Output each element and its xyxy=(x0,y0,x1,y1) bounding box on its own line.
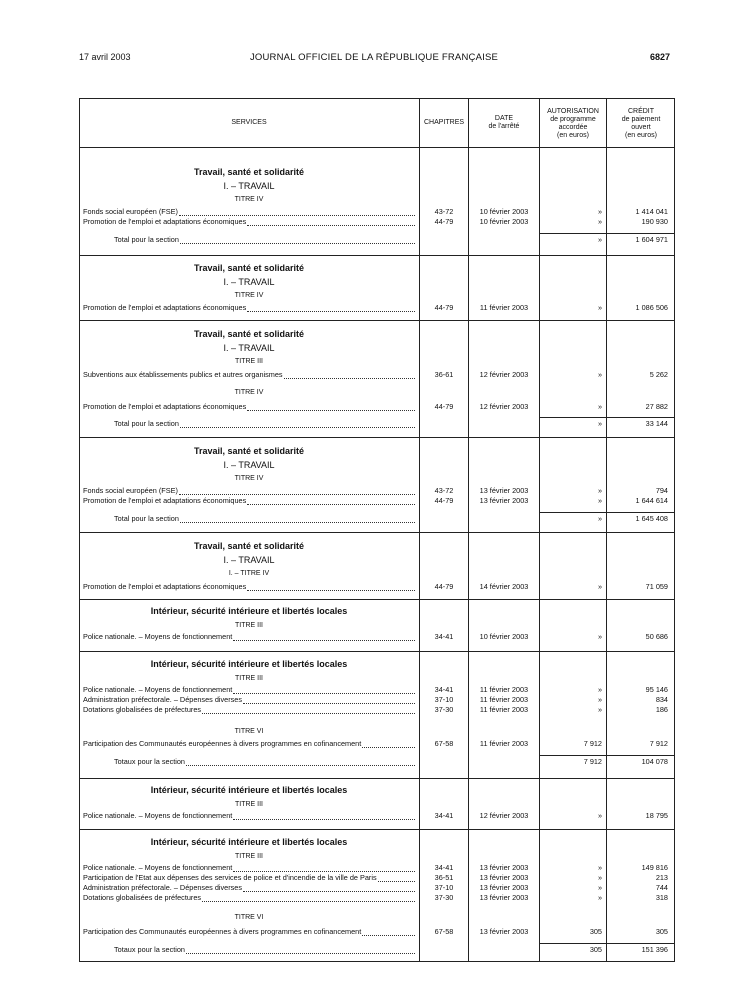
section-title: Intérieur, sécurité intérieure et libertés locales xyxy=(150,837,348,847)
dot-leader xyxy=(243,703,415,704)
dot-leader xyxy=(233,819,415,820)
dot-leader xyxy=(247,410,415,411)
row-label: Promotion de l'emploi et adaptations économiques xyxy=(83,402,247,411)
row-label: Subventions aux établissements publics et autres organismes xyxy=(83,370,283,379)
col-header-authorisation: accordée xyxy=(558,124,588,131)
row-label: Participation des Communautés européennes à divers programmes en cofinancement xyxy=(83,927,362,936)
titre-heading: TITRE IV xyxy=(234,196,264,203)
arrete-date: 13 février 2003 xyxy=(479,883,529,892)
section-title: Travail, santé et solidarité xyxy=(193,167,305,177)
arrete-date: 10 février 2003 xyxy=(479,207,529,216)
credit-value: 190 930 xyxy=(641,217,668,226)
dot-leader xyxy=(378,881,415,882)
row-label: Totaux pour la section xyxy=(114,757,185,766)
authorisation-value: » xyxy=(597,235,602,244)
section-title: Travail, santé et solidarité xyxy=(193,446,305,456)
dot-leader xyxy=(180,243,415,244)
row-label: Fonds social européen (FSE) xyxy=(83,207,178,216)
arrete-date: 10 février 2003 xyxy=(479,217,529,226)
arrete-date: 13 février 2003 xyxy=(479,486,529,495)
titre-heading: TITRE VI xyxy=(234,728,264,735)
total-rule xyxy=(607,417,675,418)
credit-value: 7 912 xyxy=(649,739,668,748)
section-title: Travail, santé et solidarité xyxy=(193,329,305,339)
total-rule xyxy=(607,233,675,234)
col-header-chapitres: CHAPITRES xyxy=(423,119,465,126)
authorisation-value: 7 912 xyxy=(583,739,602,748)
dot-leader xyxy=(362,935,415,936)
credit-value: 18 795 xyxy=(645,811,668,820)
dot-leader xyxy=(186,953,415,954)
section-subtitle: I. – TRAVAIL xyxy=(223,343,275,353)
section-title: Intérieur, sécurité intérieure et libertés locales xyxy=(150,659,348,669)
credit-value: 1 414 041 xyxy=(635,207,668,216)
titre-heading: TITRE IV xyxy=(234,292,264,299)
authorisation-value: » xyxy=(597,685,602,694)
section-title: Travail, santé et solidarité xyxy=(193,541,305,551)
total-rule xyxy=(607,512,675,513)
section-title: Intérieur, sécurité intérieure et libertés locales xyxy=(150,785,348,795)
titre-heading: TITRE IV xyxy=(234,475,264,482)
section-title: Intérieur, sécurité intérieure et libertés locales xyxy=(150,606,348,616)
col-header-services: SERVICES xyxy=(231,119,267,126)
credit-value: 1 645 408 xyxy=(635,514,668,523)
authorisation-value: » xyxy=(597,883,602,892)
credit-value: 213 xyxy=(655,873,668,882)
total-rule xyxy=(540,512,606,513)
dot-leader xyxy=(186,765,415,766)
credit-value: 1 604 971 xyxy=(635,235,668,244)
authorisation-value: » xyxy=(597,873,602,882)
chapter-code: 37-10 xyxy=(434,883,454,892)
titre-heading: TITRE III xyxy=(235,358,263,365)
section-divider xyxy=(79,651,675,652)
arrete-date: 13 février 2003 xyxy=(479,927,529,936)
total-rule xyxy=(540,417,606,418)
authorisation-value: » xyxy=(597,811,602,820)
authorisation-value: 305 xyxy=(589,945,602,954)
row-label: Police nationale. – Moyens de fonctionnement xyxy=(83,863,233,872)
col-header-credit: CRÉDIT xyxy=(627,108,655,115)
credit-value: 834 xyxy=(655,695,668,704)
section-subtitle: I. – TRAVAIL xyxy=(223,181,275,191)
col-header-authorisation: AUTORISATION xyxy=(547,108,599,115)
section-divider xyxy=(79,599,675,600)
credit-value: 95 146 xyxy=(645,685,668,694)
section-subtitle: I. – TRAVAIL xyxy=(223,277,275,287)
col-header-credit: (en euros) xyxy=(625,132,657,139)
section-subtitle: I. – TRAVAIL xyxy=(223,460,275,470)
titre-heading: I. – TITRE IV xyxy=(228,570,270,577)
credit-value: 33 144 xyxy=(645,419,668,428)
chapter-code: 36-51 xyxy=(434,873,454,882)
dot-leader xyxy=(233,871,415,872)
column-divider xyxy=(539,98,540,962)
credit-value: 50 686 xyxy=(645,632,668,641)
arrete-date: 13 février 2003 xyxy=(479,893,529,902)
row-label: Police nationale. – Moyens de fonctionnement xyxy=(83,632,233,641)
credit-value: 27 882 xyxy=(645,402,668,411)
credit-value: 151 396 xyxy=(641,945,668,954)
column-divider xyxy=(606,98,607,962)
section-subtitle: I. – TRAVAIL xyxy=(223,555,275,565)
dot-leader xyxy=(180,427,415,428)
arrete-date: 12 février 2003 xyxy=(479,811,529,820)
authorisation-value: » xyxy=(597,632,602,641)
authorisation-value: » xyxy=(597,217,602,226)
section-divider xyxy=(79,778,675,779)
arrete-date: 11 février 2003 xyxy=(479,739,529,748)
dot-leader xyxy=(233,693,415,694)
titre-heading: TITRE III xyxy=(235,675,263,682)
row-label: Total pour la section xyxy=(114,235,179,244)
arrete-date: 14 février 2003 xyxy=(479,582,529,591)
chapter-code: 67-58 xyxy=(434,739,454,748)
authorisation-value: » xyxy=(597,705,602,714)
total-rule xyxy=(607,943,675,944)
section-divider xyxy=(79,255,675,256)
arrete-date: 11 février 2003 xyxy=(479,705,529,714)
row-label: Fonds social européen (FSE) xyxy=(83,486,178,495)
dot-leader xyxy=(247,225,415,226)
credit-value: 71 059 xyxy=(645,582,668,591)
dot-leader xyxy=(233,640,415,641)
row-label: Dotations globalisées de préfectures xyxy=(83,893,202,902)
row-label: Participation des Communautés européennes à divers programmes en cofinancement xyxy=(83,739,362,748)
credit-value: 305 xyxy=(655,927,668,936)
header-title: JOURNAL OFFICIEL DE LA RÉPUBLIQUE FRANÇAISE xyxy=(249,52,499,63)
chapter-code: 43-72 xyxy=(434,207,454,216)
row-label: Administration préfectorale. – Dépenses diverses xyxy=(83,883,242,892)
credit-value: 104 078 xyxy=(641,757,668,766)
dot-leader xyxy=(247,590,415,591)
section-divider xyxy=(79,320,675,321)
dot-leader xyxy=(179,494,415,495)
row-label: Total pour la section xyxy=(114,419,179,428)
credit-value: 1 644 614 xyxy=(635,496,668,505)
arrete-date: 13 février 2003 xyxy=(479,873,529,882)
col-header-credit: ouvert xyxy=(631,124,651,131)
dot-leader xyxy=(202,713,415,714)
authorisation-value: » xyxy=(597,303,602,312)
chapter-code: 37-10 xyxy=(434,695,454,704)
dot-leader xyxy=(243,891,415,892)
total-rule xyxy=(540,755,606,756)
authorisation-value: » xyxy=(597,893,602,902)
authorisation-value: » xyxy=(597,419,602,428)
authorisation-value: » xyxy=(597,496,602,505)
arrete-date: 12 février 2003 xyxy=(479,402,529,411)
chapter-code: 37-30 xyxy=(434,705,454,714)
credit-value: 186 xyxy=(655,705,668,714)
total-rule xyxy=(607,755,675,756)
arrete-date: 13 février 2003 xyxy=(479,863,529,872)
chapter-code: 34-41 xyxy=(434,632,454,641)
dot-leader xyxy=(202,901,415,902)
dot-leader xyxy=(362,747,415,748)
arrete-date: 11 février 2003 xyxy=(479,303,529,312)
row-label: Promotion de l'emploi et adaptations économiques xyxy=(83,217,247,226)
authorisation-value: » xyxy=(597,695,602,704)
col-header-authorisation: de programme xyxy=(550,116,596,123)
col-header-date: DATE xyxy=(494,115,514,122)
page-number: 6827 xyxy=(649,52,670,62)
header-date: 17 avril 2003 xyxy=(79,52,131,62)
arrete-date: 10 février 2003 xyxy=(479,632,529,641)
section-title: Travail, santé et solidarité xyxy=(193,263,305,273)
chapter-code: 36-61 xyxy=(434,370,454,379)
row-label: Totaux pour la section xyxy=(114,945,185,954)
total-rule xyxy=(540,943,606,944)
arrete-date: 12 février 2003 xyxy=(479,370,529,379)
col-header-credit: de paiement xyxy=(621,116,661,123)
credit-value: 149 816 xyxy=(641,863,668,872)
chapter-code: 44-79 xyxy=(434,582,454,591)
credit-value: 794 xyxy=(655,486,668,495)
dot-leader xyxy=(284,378,415,379)
column-divider xyxy=(419,98,420,962)
chapter-code: 37-30 xyxy=(434,893,454,902)
chapter-code: 44-79 xyxy=(434,303,454,312)
section-divider xyxy=(79,532,675,533)
col-header-authorisation: (en euros) xyxy=(557,132,589,139)
authorisation-value: » xyxy=(597,582,602,591)
dot-leader xyxy=(180,522,415,523)
dot-leader xyxy=(247,311,415,312)
credit-value: 744 xyxy=(655,883,668,892)
credit-value: 1 086 506 xyxy=(635,303,668,312)
authorisation-value: » xyxy=(597,863,602,872)
titre-heading: TITRE III xyxy=(235,853,263,860)
chapter-code: 34-41 xyxy=(434,811,454,820)
titre-heading: TITRE III xyxy=(235,622,263,629)
section-divider xyxy=(79,829,675,830)
authorisation-value: » xyxy=(597,207,602,216)
chapter-code: 67-58 xyxy=(434,927,454,936)
chapter-code: 44-79 xyxy=(434,402,454,411)
titre-heading: TITRE III xyxy=(235,801,263,808)
chapter-code: 34-41 xyxy=(434,863,454,872)
chapter-code: 44-79 xyxy=(434,496,454,505)
row-label: Promotion de l'emploi et adaptations économiques xyxy=(83,496,247,505)
header-divider xyxy=(79,147,675,148)
authorisation-value: 7 912 xyxy=(583,757,602,766)
credit-value: 5 262 xyxy=(649,370,668,379)
row-label: Participation de l'Etat aux dépenses des services de police et d'incendie de la ville de Paris xyxy=(83,873,377,882)
authorisation-value: » xyxy=(597,486,602,495)
chapter-code: 34-41 xyxy=(434,685,454,694)
row-label: Police nationale. – Moyens de fonctionnement xyxy=(83,685,233,694)
authorisation-value: » xyxy=(597,514,602,523)
arrete-date: 13 février 2003 xyxy=(479,496,529,505)
chapter-code: 44-79 xyxy=(434,217,454,226)
table-border xyxy=(79,98,675,962)
section-divider xyxy=(79,437,675,438)
col-header-date: de l'arrêté xyxy=(488,123,520,130)
total-rule xyxy=(540,233,606,234)
authorisation-value: 305 xyxy=(589,927,602,936)
dot-leader xyxy=(247,504,415,505)
titre-heading: TITRE IV xyxy=(234,389,264,396)
dot-leader xyxy=(179,215,415,216)
arrete-date: 11 février 2003 xyxy=(479,695,529,704)
row-label: Total pour la section xyxy=(114,514,179,523)
authorisation-value: » xyxy=(597,370,602,379)
column-divider xyxy=(468,98,469,962)
row-label: Promotion de l'emploi et adaptations économiques xyxy=(83,582,247,591)
row-label: Promotion de l'emploi et adaptations économiques xyxy=(83,303,247,312)
credit-value: 318 xyxy=(655,893,668,902)
titre-heading: TITRE VI xyxy=(234,914,264,921)
row-label: Administration préfectorale. – Dépenses diverses xyxy=(83,695,242,704)
row-label: Dotations globalisées de préfectures xyxy=(83,705,202,714)
authorisation-value: » xyxy=(597,402,602,411)
chapter-code: 43-72 xyxy=(434,486,454,495)
arrete-date: 11 février 2003 xyxy=(479,685,529,694)
row-label: Police nationale. – Moyens de fonctionnement xyxy=(83,811,233,820)
